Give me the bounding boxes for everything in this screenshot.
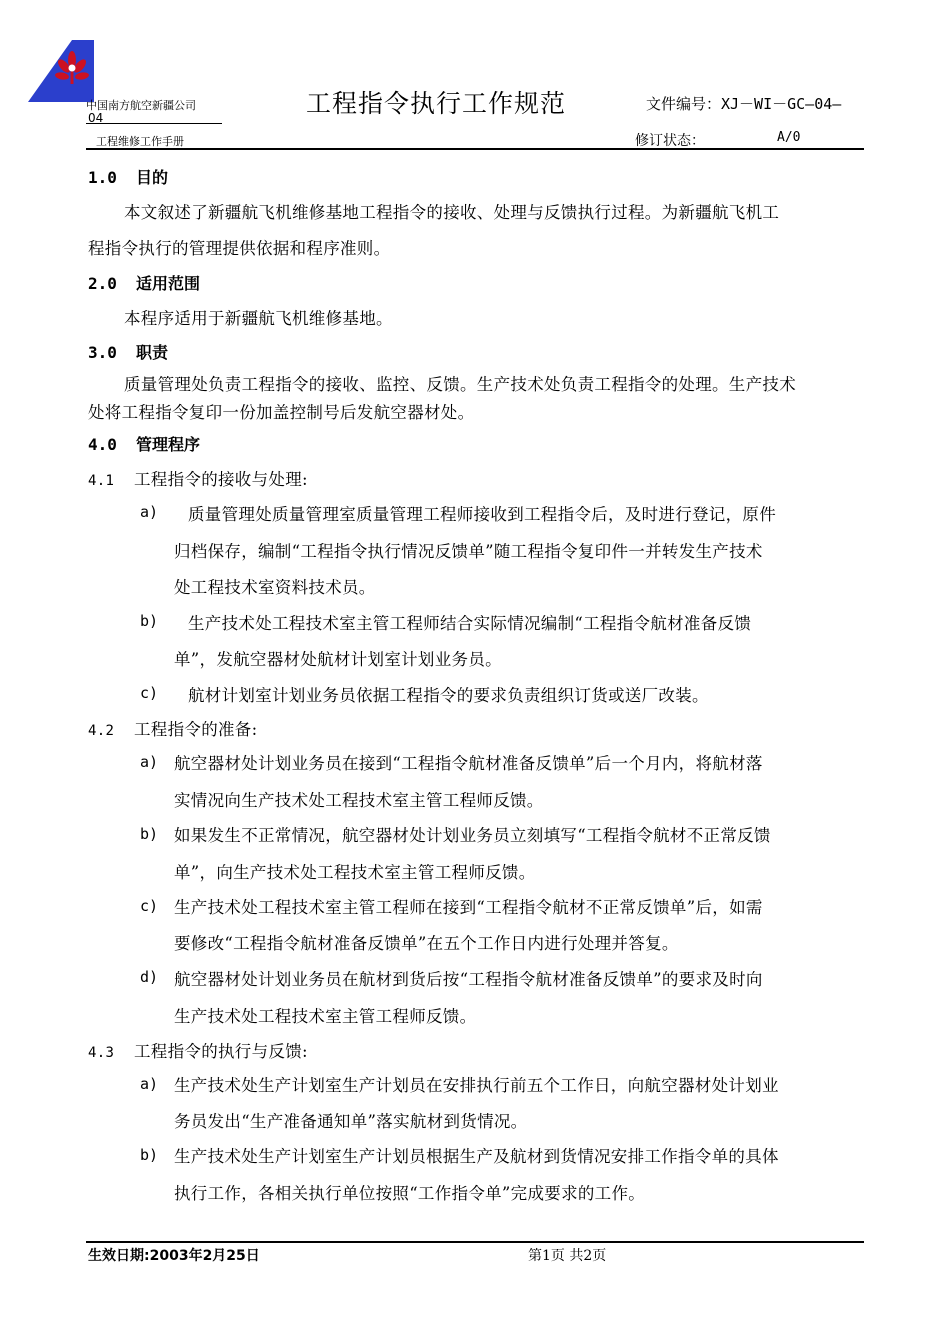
- paragraph-line: 程指令执行的管理提供依据和程序准则。: [88, 239, 391, 258]
- footer-rule: [86, 1241, 864, 1243]
- paragraph-line: 归档保存，编制“工程指令执行情况反馈单”随工程指令复印件一并转发生产技术: [174, 542, 763, 561]
- item-label: c): [140, 897, 159, 915]
- section-heading-2: 2.0 适用范围: [88, 274, 201, 293]
- item-label: a): [140, 753, 159, 771]
- paragraph-line: 本文叙述了新疆航飞机维修基地工程指令的接收、处理与反馈执行过程。为新疆航飞机工: [124, 203, 780, 222]
- item-label: d): [140, 968, 159, 986]
- company-logo-icon: [28, 40, 94, 102]
- company-name: 中国南方航空新疆公司: [86, 99, 196, 112]
- item-label: b): [140, 612, 159, 630]
- paragraph-line: 航空器材处计划业务员在接到“工程指令航材准备反馈单”后一个月内，将航材落: [174, 754, 763, 773]
- page-info: 第1页 共2页: [528, 1248, 607, 1264]
- paragraph-line: 航空器材处计划业务员在航材到货后按“工程指令航材准备反馈单”的要求及时向: [174, 970, 763, 989]
- section-heading-1: 1.0 目的: [88, 168, 169, 187]
- section-heading-4: 4.0 管理程序: [88, 435, 201, 454]
- manual-name: 工程维修工作手册: [96, 135, 184, 148]
- subsection-heading-4-2: 4.2 工程指令的准备:: [88, 720, 258, 739]
- paragraph-line: 处工程技术室资料技术员。: [174, 578, 376, 597]
- paragraph-line: 生产技术处工程技术室主管工程师在接到“工程指令航材不正常反馈单”后，如需: [174, 898, 763, 917]
- document-number: 文件编号：XJ－WI－GC—04—: [646, 95, 842, 113]
- item-label: a): [140, 503, 159, 521]
- item-label: b): [140, 1146, 159, 1164]
- paragraph-line: 处将工程指令复印一份加盖控制号后发航空器材处。: [88, 403, 475, 422]
- paragraph-line: 要修改“工程指令航材准备反馈单”在五个工作日内进行处理并答复。: [174, 934, 679, 953]
- item-label: a): [140, 1075, 159, 1093]
- revision-value: A/0: [777, 130, 801, 145]
- paragraph-line: 生产技术处生产计划室生产计划员根据生产及航材到货情况安排工作指令单的具体: [174, 1147, 779, 1166]
- paragraph-line: 单”，向生产技术处工程技术室主管工程师反馈。: [174, 863, 536, 882]
- section-heading-3: 3.0 职责: [88, 343, 169, 362]
- paragraph-line: 单”，发航空器材处航材计划室计划业务员。: [174, 650, 502, 669]
- paragraph-line: 质量管理处质量管理室质量管理工程师接收到工程指令后，及时进行登记，原件: [188, 505, 776, 524]
- revision-label: 修订状态：: [635, 133, 705, 149]
- company-name-suffix: 04: [88, 111, 104, 125]
- header-rule-short: [86, 123, 222, 124]
- paragraph-line: 实情况向生产技术处工程技术室主管工程师反馈。: [174, 791, 544, 810]
- item-label: b): [140, 825, 159, 843]
- paragraph-line: 质量管理处负责工程指令的接收、监控、反馈。生产技术处负责工程指令的处理。生产技术: [124, 375, 796, 394]
- paragraph-line: 务员发出“生产准备通知单”落实航材到货情况。: [174, 1112, 528, 1131]
- paragraph-line: 航材计划室计划业务员依据工程指令的要求负责组织订货或送厂改装。: [188, 686, 709, 705]
- paragraph-line: 生产技术处生产计划室生产计划员在安排执行前五个工作日，向航空器材处计划业: [174, 1076, 779, 1095]
- subsection-heading-4-3: 4.3 工程指令的执行与反馈:: [88, 1042, 308, 1061]
- page-title: 工程指令执行工作规范: [306, 89, 567, 118]
- effective-date: 生效日期:2003年2月25日: [88, 1248, 260, 1264]
- paragraph-line: 生产技术处工程技术室主管工程师结合实际情况编制“工程指令航材准备反馈: [188, 614, 752, 633]
- header-rule: [86, 148, 864, 150]
- paragraph-line: 本程序适用于新疆航飞机维修基地。: [124, 309, 393, 328]
- paragraph-line: 生产技术处工程技术室主管工程师反馈。: [174, 1007, 477, 1026]
- subsection-heading-4-1: 4.1 工程指令的接收与处理:: [88, 470, 308, 489]
- item-label: c): [140, 684, 159, 702]
- paragraph-line: 执行工作，各相关执行单位按照“工作指令单”完成要求的工作。: [174, 1184, 646, 1203]
- paragraph-line: 如果发生不正常情况，航空器材处计划业务员立刻填写“工程指令航材不正常反馈: [174, 826, 771, 845]
